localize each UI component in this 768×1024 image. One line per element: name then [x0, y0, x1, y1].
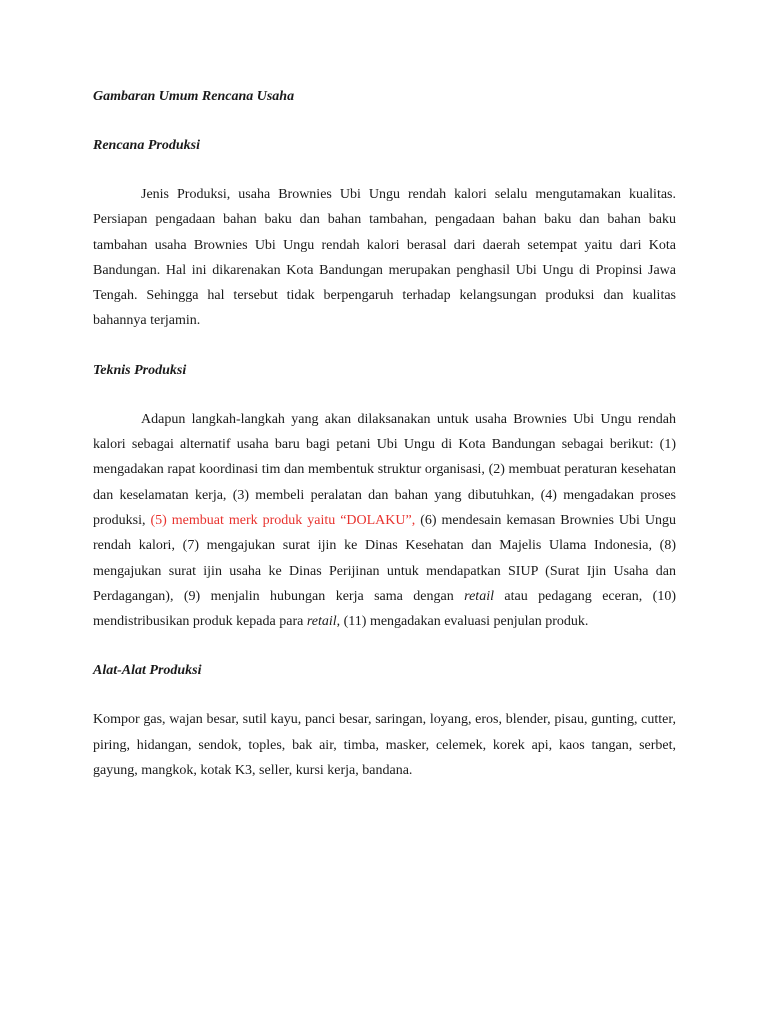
highlighted-text: (5) membuat merk produk yaitu “DOLAKU”,	[150, 512, 416, 528]
section-heading-teknis-produksi: Teknis Produksi	[93, 362, 187, 378]
text-run: , (11) mengadakan evaluasi penjulan produk.	[336, 614, 589, 630]
document-title: Gambaran Umum Rencana Usaha	[93, 89, 295, 104]
text-run: (6) mendesain kemasan Brownies Ubi Ungu rendah kalori, (7) mengajukan surat ijin ke Dinas Kesehatan dan Majelis Ulama Indonesia, (8) mengajukan surat ijin usaha ke Dinas Perijinan untuk mendapatkan SIUP (Surat Ijin Usaha dan Perdagangan), (9) menjalin hubungan kerja sama dengan	[93, 512, 677, 604]
document-page	[93, 84, 676, 783]
italic-term: retail	[464, 588, 494, 604]
section-heading-rencana-produksi: Rencana Produksi	[93, 138, 200, 153]
section-heading-alat-alat-produksi: Alat-Alat Produksi	[93, 663, 202, 679]
text-run: atau pedagang eceran, (10) mendistribusikan produk kepada para	[93, 588, 676, 630]
text-run: Adapun langkah-langkah yang akan dilaksanakan untuk usaha Brownies Ubi Ungu rendah kalori sebagai alternatif usaha baru bagi petani Ubi Ungu di Kota Bandungan sebagai berikut: (1) mengadakan rapat koordinasi tim dan membentuk struktur organisasi, (2) membuat peraturan kesehatan dan keselamatan kerja, (3) membeli peralatan dan bahan yang dibutuhkan, (4) mengadakan proses produksi,	[93, 411, 676, 528]
paragraph-teknis-produksi	[93, 407, 676, 635]
italic-term: retail	[306, 614, 337, 630]
paragraph-alat-alat-produksi: Kompor gas, wajan besar, sutil kayu, panci besar, saringan, loyang, eros, blender, pisau, gunting, cutter, piring, hidangan, sendok, toples, bak air, timba, masker, celemek, korek api, kaos tangan, serbet, gayung, mangkok, kotak K3, seller, kursi kerja, bandana.	[93, 712, 676, 779]
paragraph-rencana-produksi: Jenis Produksi, usaha Brownies Ubi Ungu rendah kalori selalu mengutamakan kualitas. Persiapan pengadaan bahan baku dan bahan tambahan, pengadaan bahan baku dan bahan baku tambahan usaha Brownies Ubi Ungu rendah kalori berasal dari daerah setempat yaitu dari Kota Bandungan. Hal ini dikarenakan Kota Bandungan merupakan penghasil Ubi Ungu di Propinsi Jawa Tengah. Sehingga hal tersebut tidak berpengaruh terhadap kelangsungan produksi dan kualitas bahannya terjamin.	[93, 187, 676, 329]
